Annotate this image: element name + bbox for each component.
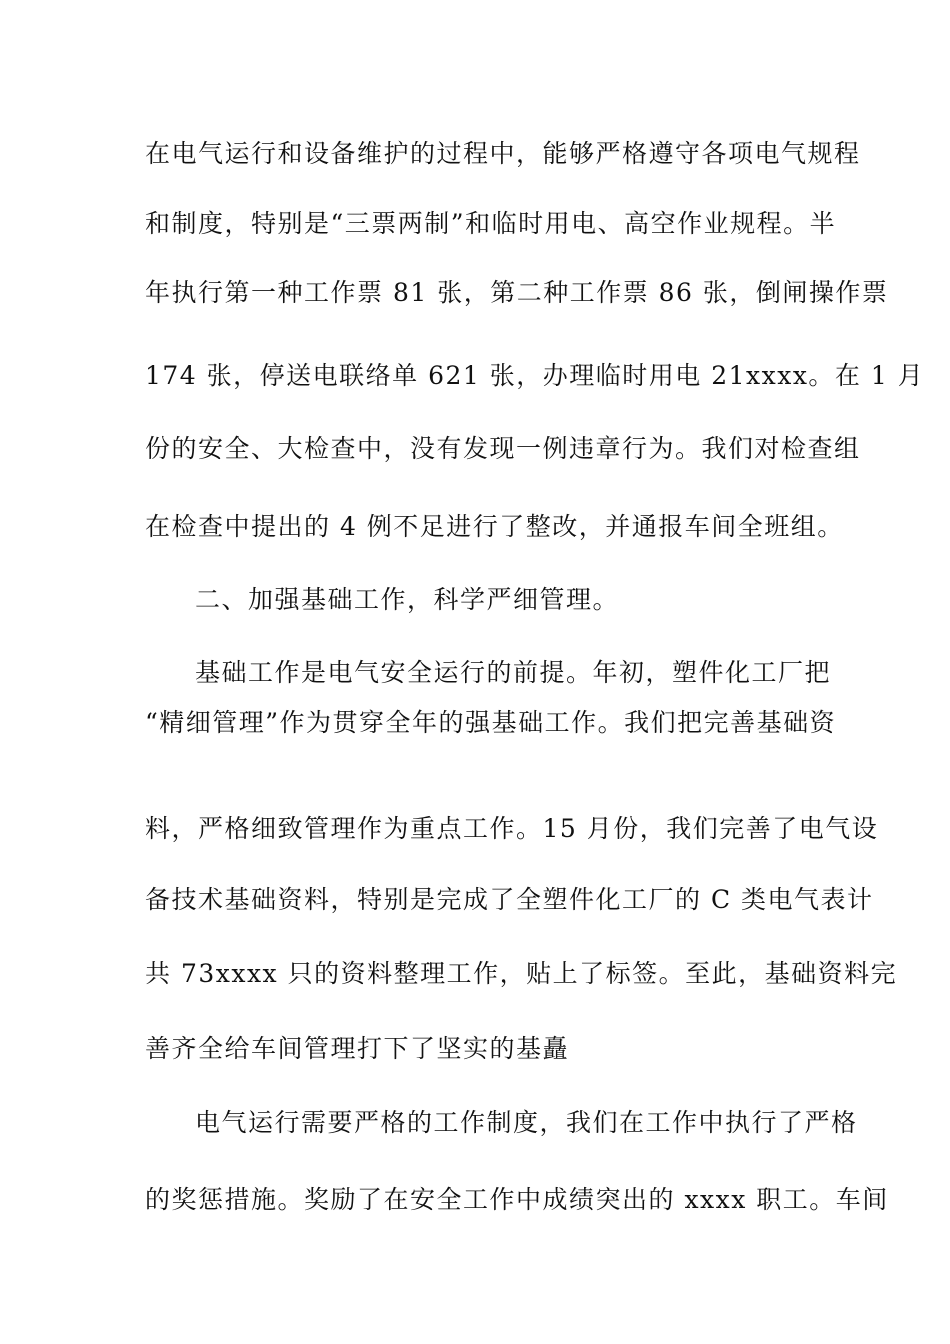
section-heading: 二、加强基础工作，科学严细管理。 — [195, 585, 620, 614]
paragraph-line: 和制度，特别是“三票两制”和临时用电、高空作业规程。半 — [145, 209, 837, 238]
paragraph-line: 基础工作是电气安全运行的前提。年初，塑件化工厂把 — [195, 658, 832, 687]
paragraph-line: 在电气运行和设备维护的过程中，能够严格遵守各项电气规程 — [145, 139, 861, 168]
paragraph-line: 的奖惩措施。奖励了在安全工作中成绩突出的 xxxx 职工。车间 — [145, 1185, 889, 1214]
paragraph-line: 共 73xxxx 只的资料整理工作，贴上了标签。至此，基础资料完 — [145, 959, 898, 988]
paragraph-line: 年执行第一种工作票 81 张，第二种工作票 86 张，倒闸操作票 — [145, 278, 889, 307]
paragraph-line: 善齐全给车间管理打下了坚实的基矗 — [145, 1034, 570, 1063]
paragraph-line: 份的安全、大检查中，没有发现一例违章行为。我们对检查组 — [145, 434, 861, 463]
paragraph-line: 174 张，停送电联络单 621 张，办理临时用电 21xxxx。在 1 月 — [145, 361, 925, 390]
paragraph-line: 在检查中提出的 4 例不足进行了整改，并通报车间全班组。 — [145, 512, 844, 541]
paragraph-line: 电气运行需要严格的工作制度，我们在工作中执行了严格 — [195, 1108, 858, 1137]
paragraph-line: 备技术基础资料，特别是完成了全塑件化工厂的 C 类电气表计 — [145, 885, 874, 914]
paragraph-line: “精细管理”作为贯穿全年的强基础工作。我们把完善基础资 — [145, 708, 837, 737]
paragraph-line: 料，严格细致管理作为重点工作。15 月份，我们完善了电气设 — [145, 814, 879, 843]
